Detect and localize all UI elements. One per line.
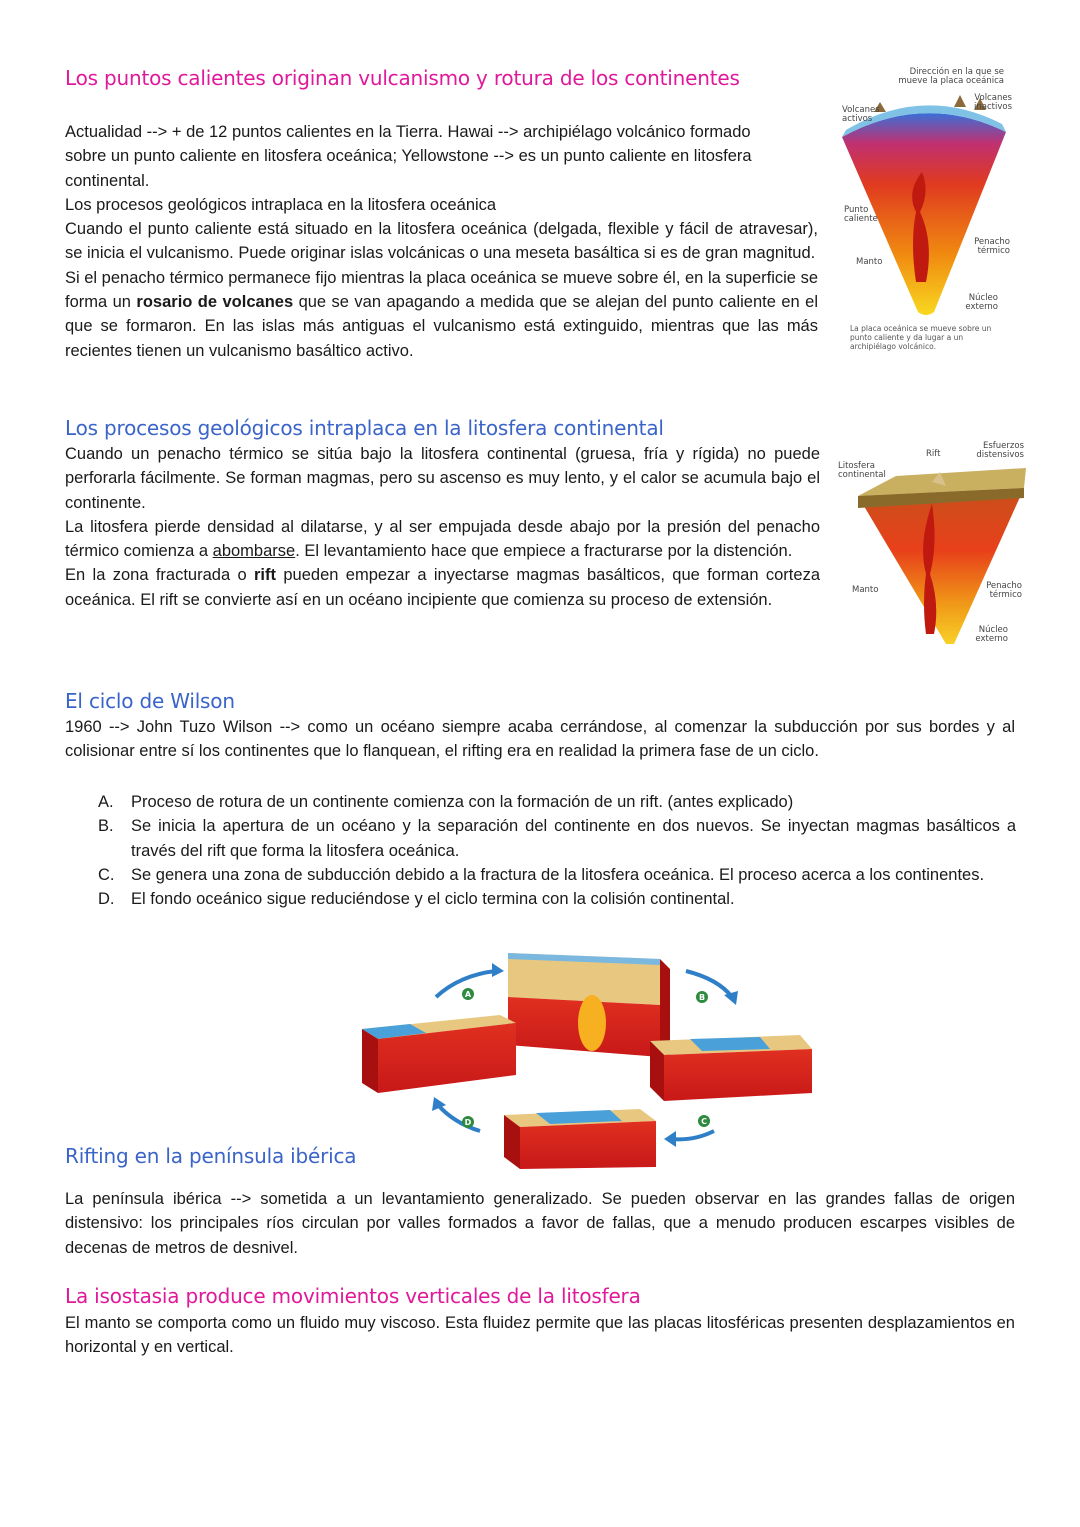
text-line [65,515,820,564]
text-line: Cuando el punto caliente está situado en la litosfera oceánica (delgada, flexible y fácil de atravesar), se inicia el vulcanismo. Puede originar islas volcánicas o una meseta basáltica si es de gran magnitud. [65,220,818,263]
figure-wilson-cycle [360,945,820,1170]
list-item [98,863,1016,887]
label-plume: Penacho térmico [986,581,1022,600]
list-item [98,887,1016,911]
figure-oceanic-hotspot [834,62,1014,362]
text-line: Los procesos geológicos intraplaca en la litosfera oceánica [65,195,497,214]
badge-a: A [464,990,472,999]
label-outer-core: Núcleo externo [965,293,998,312]
bold-term: rosario de volcanes [136,293,294,312]
text-line: sobre un punto caliente en litosfera oceánica; Yellowstone --> es un punto caliente en litosfera [65,147,752,166]
text-fragment: . El levantamiento hace que empiece a fracturarse por la distención. [295,542,793,561]
badge-d: D [464,1118,472,1127]
wilson-cycle-illustration [360,945,820,1170]
section-title-rifting-iberica: Rifting en la península ibérica [65,1144,357,1168]
list-marker: D. [98,890,115,909]
label-outer-core: Núcleo externo [975,625,1008,644]
label-mantle: Manto [852,585,879,595]
list-item-text: Se inicia la apertura de un océano y la separación del continente en dos nuevos. Se inyectan magmas basálticos a través del rift que forma la litosfera oceánica. [131,817,1016,860]
label-mantle: Manto [856,257,883,267]
list-item [98,814,1016,863]
section-title-litosfera-continental: Los procesos geológicos intraplaca en la litosfera continental [65,416,664,440]
badge-c: C [701,1117,707,1126]
list-marker: C. [98,865,115,884]
list-item-text: Proceso de rotura de un continente comienza con la formación de un rift. (antes explicado) [131,793,794,811]
paragraph-rifting-iberica: La península ibérica --> sometida a un levantamiento generalizado. Se pueden observar en las grandes fallas de origen distensivo: los principales ríos circulan por valles formados a favor de fallas, que a menudo producen escarpes visibles de decenas de metros de desnivel. [65,1190,1015,1257]
paragraph-puntos-calientes [65,120,818,363]
text-fragment: que se van apagando a medida que se alejan del punto caliente en el que se formaron. En las islas más antiguas el vulcanismo está extinguido, mientras que las más recientes tienen un vulcanismo basáltico activo. [65,293,818,360]
text-line: continental. [65,171,150,190]
text-line: Actualidad --> + de 12 puntos calientes en la Tierra. Hawai --> archipiélago volcánico formado [65,123,751,141]
text-line [65,266,818,363]
text-fragment: Si el penacho térmico permanece fijo mientras la placa oceánica se mueve sobre él, en la superficie se forma un [65,268,818,312]
label-continental-lithosphere: Litosfera continental [838,461,886,480]
text-line [65,563,820,612]
section-title-ciclo-wilson: El ciclo de Wilson [65,689,235,713]
list-marker: A. [98,793,114,811]
label-rift: Rift [926,449,941,459]
label-tensional-stress: Esfuerzos distensivos [976,441,1024,460]
text-fragment: En la zona fracturada o [65,566,255,585]
figure-continental-rift [836,438,1026,650]
text-line: Cuando un penacho térmico se sitúa bajo la litosfera continental (gruesa, fría y rígida) no puede perforarla fácilmente. Se forman magmas, pero su ascenso es muy lento, y el calor se acumula bajo el continente. [65,445,820,512]
paragraph-litosfera-continental [65,442,820,612]
list-marker: B. [98,817,114,836]
section-title-puntos-calientes: Los puntos calientes originan vulcanismo y rotura de los continentes [65,66,740,90]
label-hotspot: Punto caliente [844,205,878,224]
figure-caption: La placa oceánica se mueve sobre un punto caliente y da lugar a un archipiélago volcánico. [850,324,992,351]
label-inactive-volcanoes: Volcanes inactivos [974,93,1012,112]
bold-term: rift [254,566,277,585]
list-item-text: Se genera una zona de subducción debido a la fractura de la litosfera oceánica. El proceso acerca a los continentes. [131,865,985,884]
list-item [98,790,1016,814]
text-fragment: La litosfera pierde densidad al dilatarse, y al ser empujada desde abajo por la presión del penacho térmico comienza a [65,517,820,561]
label-active-volcanoes: Volcanes activos [842,105,880,124]
paragraph-ciclo-wilson: 1960 --> John Tuzo Wilson --> como un océano siempre acaba cerrándose, al comenzar la subducción por sus bordes y al colisionar entre sí los continentes que lo flanquean, el rifting era en realidad la primera fase de un ciclo. [65,718,1015,761]
paragraph-isostasia: El manto se comporta como un fluido muy viscoso. Esta fluidez permite que las placas litosféricas presenten desplazamientos en horizontal y en vertical. [65,1314,1015,1357]
list-item-text: El fondo oceánico sigue reduciéndose y el ciclo termina con la colisión continental. [131,890,735,909]
label-plume: Penacho térmico [974,237,1010,256]
wilson-cycle-list [98,790,1016,911]
badge-b: B [698,993,706,1002]
label-direction: Dirección en la que se mueve la placa oceánica [898,67,1004,86]
section-title-isostasia: La isostasia produce movimientos verticales de la litosfera [65,1284,641,1308]
underlined-term: abombarse [212,542,296,561]
text-fragment: pueden empezar a inyectarse magmas basálticos, que forman corteza oceánica. El rift se convierte así en un océano incipiente que comienza su proceso de extensión. [65,566,820,609]
